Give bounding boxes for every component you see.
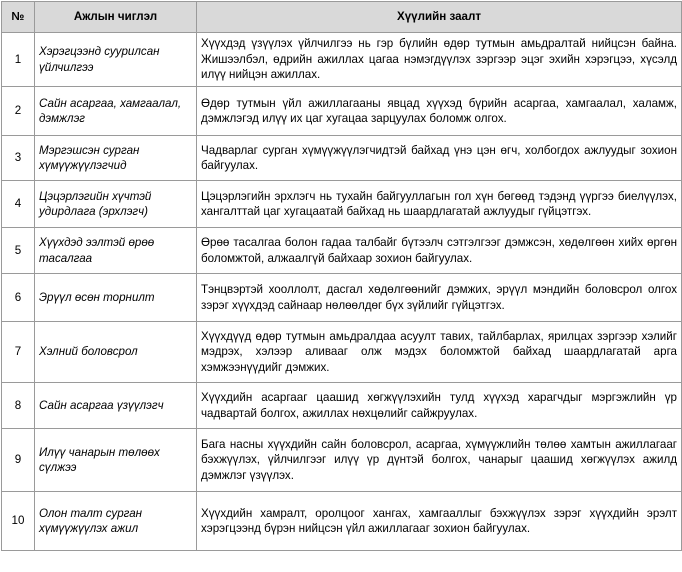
content-table (1, 1, 682, 551)
table-row (2, 429, 682, 492)
row-number: 1 (2, 33, 35, 87)
row-provision: Цэцэрлэгийн эрхлэгч нь тухайн байгууллагын гол хүн бөгөөд тэдэнд үүргээ биелүүлэх, хангалттай цаг хугацаатай байхад нь шаардлагатай ажлуудыг гүйцэтгэх. (197, 181, 682, 228)
row-provision: Бага насны хүүхдийн сайн боловсрол, асаргаа, хүмүүжлийн төлөө хамтын ажиллагааг бэхжүүлэх, үйлчилгээг илүү үр дүнтэй болгох, чанарыг цаашид хөгжүүлэх ажилд дэмжлэг үзүүлэх. (197, 429, 682, 492)
row-direction: Сайн асаргаа, хамгаалал, дэмжлэг (35, 87, 197, 136)
row-provision: Хүүхдүүд өдөр тутмын амьдралдаа асуулт тавих, тайлбарлах, ярилцах зэргээр хэлийг мэдрэх, хэлээр аливааг олж мэдэх боломжтой байхад шаардлагатай арга хэмжээнүүдийг дэмжих. (197, 322, 682, 383)
row-provision: Өдөр тутмын үйл ажиллагааны явцад хүүхэд бүрийн асаргаа, хамгаалал, халамж, дэмжлэгэд илүү их цаг хугацаа зарцуулах боломж олгох. (197, 87, 682, 136)
header-number: № (2, 2, 35, 33)
row-number: 10 (2, 492, 35, 551)
row-provision: Хүүхдийн асаргааг цаашид хөгжүүлэхийн тулд хүүхэд харагчдыг мэргэжлийн үр чадвартай болгох, ажиллах нөхцөлийг сайжруулах. (197, 383, 682, 429)
table-row (2, 33, 682, 87)
row-direction: Сайн асаргаа үзүүлэгч (35, 383, 197, 429)
table-row (2, 492, 682, 551)
row-direction: Илүү чанарын төлөөх сүлжээ (35, 429, 197, 492)
row-number: 2 (2, 87, 35, 136)
row-provision: Хүүхдэд үзүүлэх үйлчилгээ нь гэр бүлийн өдөр тутмын амьдралтай нийцсэн байна. Жишээлбэл, өдрийн ажиллах цагаа нэмэгдүүлэх зэргээр эцэг эхийн хэрэгцээ, хүсэлд илүү нийцэн ажиллах. (197, 33, 682, 87)
table-row (2, 228, 682, 274)
table-row (2, 181, 682, 228)
row-number: 7 (2, 322, 35, 383)
row-number: 5 (2, 228, 35, 274)
row-provision: Чадварлаг сурган хүмүүжүүлэгчидтэй байхад үнэ цэн өгч, холбогдох ажлуудыг зохион байгуулах. (197, 136, 682, 181)
row-number: 8 (2, 383, 35, 429)
table-row (2, 87, 682, 136)
table-row (2, 322, 682, 383)
row-provision: Хүүхдийн хамралт, оролцоог хангах, хамгааллыг бэхжүүлэх зэрэг хүүхдийн эрэлт хэрэгцээнд бүрэн нийцсэн үйл ажиллагааг зохион байгуулах. (197, 492, 682, 551)
header-direction: Ажлын чиглэл (35, 2, 197, 33)
row-direction: Цэцэрлэгийн хүчтэй удирдлага (эрхлэгч) (35, 181, 197, 228)
row-provision: Өрөө тасалгаа болон гадаа талбайг бүтээлч сэтгэлгээг дэмжсэн, хөдөлгөөн хийх өргөн боломжтой, алжаалгүй байхаар зохион байгуулах. (197, 228, 682, 274)
row-direction: Хүүхдэд ээлтэй өрөө тасалгаа (35, 228, 197, 274)
header-provision: Хүүлийн заалт (197, 2, 682, 33)
table-row (2, 274, 682, 322)
row-direction: Хэрэгцээнд суурилсан үйлчилгээ (35, 33, 197, 87)
row-number: 3 (2, 136, 35, 181)
row-direction: Хэлний боловсрол (35, 322, 197, 383)
row-direction: Мэргэшсэн сурган хүмүүжүүлэгчид (35, 136, 197, 181)
row-provision: Тэнцвэртэй хооллолт, дасгал хөдөлгөөнийг дэмжих, эрүүл мэндийн боловсрол олгох зэрэг хүүхдэд сайнаар нөлөөлдөг бүх зүйлийг гүйцэтгэх. (197, 274, 682, 322)
table-row (2, 136, 682, 181)
row-number: 9 (2, 429, 35, 492)
table-row (2, 383, 682, 429)
row-number: 4 (2, 181, 35, 228)
header-row (2, 2, 682, 33)
row-direction: Олон талт сурган хүмүүжүүлэх ажил (35, 492, 197, 551)
row-number: 6 (2, 274, 35, 322)
row-direction: Эрүүл өсөн торнилт (35, 274, 197, 322)
